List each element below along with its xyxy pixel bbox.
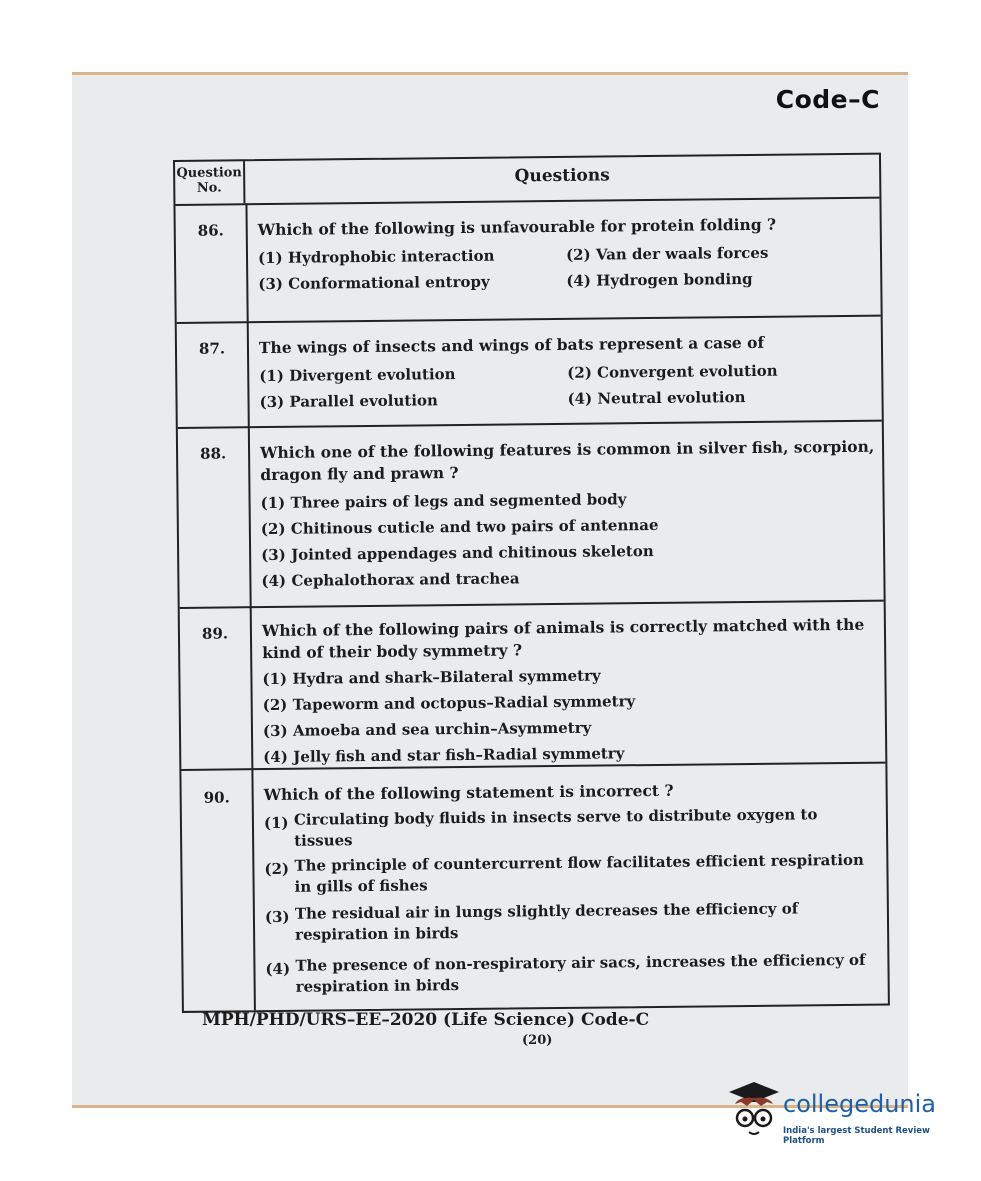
question-row — [177, 317, 882, 429]
option: (3) Parallel evolution — [259, 391, 438, 412]
question-row — [181, 764, 887, 1011]
page-number: (20) — [522, 1033, 553, 1048]
mascot-icon — [727, 1078, 781, 1140]
option: (2) Convergent evolution — [567, 361, 778, 382]
question-text: Which one of the following features is common in silver fish, scorpion, dragon fly and prawn ? — [259, 436, 875, 485]
option: (1) Divergent evolution — [259, 365, 456, 386]
watermark-logo — [727, 1078, 957, 1148]
question-number: 86. — [197, 221, 224, 240]
option: (1) Circulating body fluids in insects serve to distribute oxygen to tissues — [263, 805, 818, 850]
column-header-no: Question No. — [175, 161, 245, 204]
options — [262, 660, 879, 770]
question-number: 88. — [199, 444, 227, 463]
options — [259, 357, 876, 415]
question-number: 90. — [203, 788, 230, 807]
options — [264, 804, 882, 998]
options — [260, 484, 877, 594]
option: (4) The presence of non-respiratory air sacs, increases the efficiency of respiration in birds — [265, 950, 866, 996]
option: (4) Neutral evolution — [567, 388, 746, 408]
option: (1) Hydrophobic interaction — [257, 246, 495, 268]
exam-page — [72, 72, 908, 1108]
option: (3) Amoeba and sea urchin–Asymmetry — [262, 718, 592, 741]
column-header-questions: Questions — [514, 165, 610, 187]
option: (4) Jelly fish and star fish–Radial symmetry — [263, 744, 625, 767]
question-row — [178, 422, 884, 609]
options — [258, 239, 875, 297]
question-table — [173, 153, 890, 1013]
option: (1) Three pairs of legs and segmented body — [260, 490, 627, 513]
option: (2) The principle of countercurrent flow facilitates efficient respiration in gills of fishes — [264, 850, 864, 896]
option: (2) Chitinous cuticle and two pairs of antennae — [260, 515, 659, 539]
paper-code: Code–C — [775, 85, 880, 114]
question-row — [180, 602, 886, 771]
question-number: 89. — [201, 624, 229, 643]
option: (3) The residual air in lungs slightly decreases the efficiency of respiration in birds — [264, 899, 799, 944]
question-text: Which of the following statement is incorrect ? — [263, 780, 674, 805]
question-number: 87. — [198, 339, 226, 358]
footer-title: MPH/PHD/URS–EE–2020 (Life Science) Code-C — [202, 1010, 650, 1030]
question-text: The wings of insects and wings of bats represent a case of — [258, 332, 765, 358]
option: (2) Tapeworm and octopus–Radial symmetry — [262, 692, 636, 715]
question-text: Which of the following is unfavourable for protein folding ? — [257, 214, 777, 240]
brand-tagline: India's largest Student Review Platform — [783, 1126, 930, 1146]
option: (3) Jointed appendages and chitinous skeleton — [261, 541, 654, 565]
question-row — [175, 197, 880, 324]
question-text: Which of the following pairs of animals is correctly matched with the kind of their body symmetry ? — [261, 614, 865, 663]
option: (3) Conformational entropy — [258, 272, 490, 294]
option: (4) Hydrogen bonding — [566, 269, 753, 290]
option: (2) Van der waals forces — [565, 243, 769, 264]
option: (1) Hydra and shark–Bilateral symmetry — [262, 666, 601, 689]
option: (4) Cephalothorax and trachea — [261, 569, 520, 591]
brand-name: collegedunia — [783, 1090, 937, 1118]
